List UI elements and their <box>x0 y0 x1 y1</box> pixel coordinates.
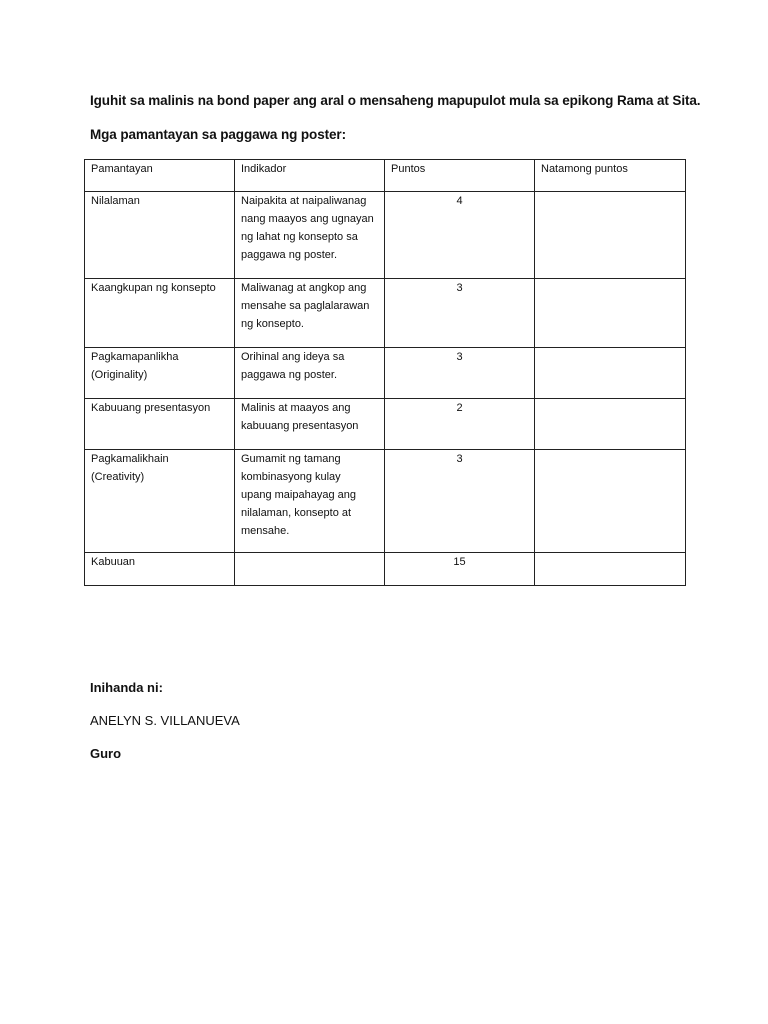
cell-pamantayan <box>85 553 235 586</box>
indikador-text: Naipakita at naipaliwanag nang maayos ang ugnayan ng lahat ng konsepto sa paggawa ng poster. <box>241 195 374 261</box>
table-header-row <box>85 160 686 192</box>
cell-pamantayan <box>85 192 235 279</box>
cell-indikador <box>235 450 385 553</box>
table-row <box>85 192 686 279</box>
cell-pamantayan <box>85 279 235 348</box>
cell-puntos: 3 <box>385 450 535 553</box>
teacher-name: ANELYN S. VILLANUEVA <box>90 713 240 728</box>
cell-indikador <box>235 192 385 279</box>
cell-pamantayan <box>85 450 235 553</box>
cell-natamong-puntos <box>535 399 686 450</box>
teacher-role: Guro <box>90 746 122 761</box>
cell-natamong-puntos <box>535 279 686 348</box>
cell-indikador <box>235 399 385 450</box>
cell-pamantayan <box>85 399 235 450</box>
table-row-total <box>85 553 686 586</box>
header-pamantayan: Pamantayan <box>85 160 235 192</box>
cell-pamantayan <box>85 348 235 399</box>
cell-natamong-puntos <box>535 450 686 553</box>
cell-indikador <box>235 279 385 348</box>
prepared-by-label: Inihanda ni: <box>90 680 163 695</box>
pamantayan-text: Kabuuan <box>91 556 136 568</box>
indikador-text: Malinis at maayos ang kabuuang presentasyon <box>241 402 359 432</box>
cell-puntos: 4 <box>385 192 535 279</box>
table-row <box>85 348 686 399</box>
pamantayan-text: Kabuuang presentasyon <box>91 402 211 414</box>
pamantayan-text: Kaangkupan ng konsepto <box>91 282 216 294</box>
rubric-table <box>84 159 686 586</box>
cell-natamong-puntos <box>535 553 686 586</box>
table-row <box>85 450 686 553</box>
cell-puntos: 3 <box>385 348 535 399</box>
header-indikador: Indikador <box>235 160 385 192</box>
cell-indikador <box>235 348 385 399</box>
indikador-text: Gumamit ng tamang kombinasyong kulay upang maipahayag ang nilalaman, konsepto at mensahe. <box>241 453 356 537</box>
cell-natamong-puntos <box>535 348 686 399</box>
indikador-text: Maliwanag at angkop ang mensahe sa paglalarawan ng konsepto. <box>241 282 370 330</box>
cell-natamong-puntos <box>535 192 686 279</box>
header-puntos: Puntos <box>385 160 535 192</box>
table-row <box>85 279 686 348</box>
cell-puntos-total: 15 <box>385 553 535 586</box>
pamantayan-text: Pagkamalikhain (Creativity) <box>91 453 169 483</box>
rubric-heading: Mga pamantayan sa paggawa ng poster: <box>90 127 346 142</box>
pamantayan-text: Pagkamapanlikha (Originality) <box>91 351 179 381</box>
instruction-text: Iguhit sa malinis na bond paper ang aral o mensaheng mapupulot mula sa epikong Rama at Sita. <box>90 93 701 108</box>
indikador-text: Orihinal ang ideya sa paggawa ng poster. <box>241 351 345 381</box>
header-natamong-puntos: Natamong puntos <box>535 160 686 192</box>
table-row <box>85 399 686 450</box>
cell-indikador <box>235 553 385 586</box>
cell-puntos: 2 <box>385 399 535 450</box>
pamantayan-text: Nilalaman <box>91 195 140 207</box>
cell-puntos: 3 <box>385 279 535 348</box>
